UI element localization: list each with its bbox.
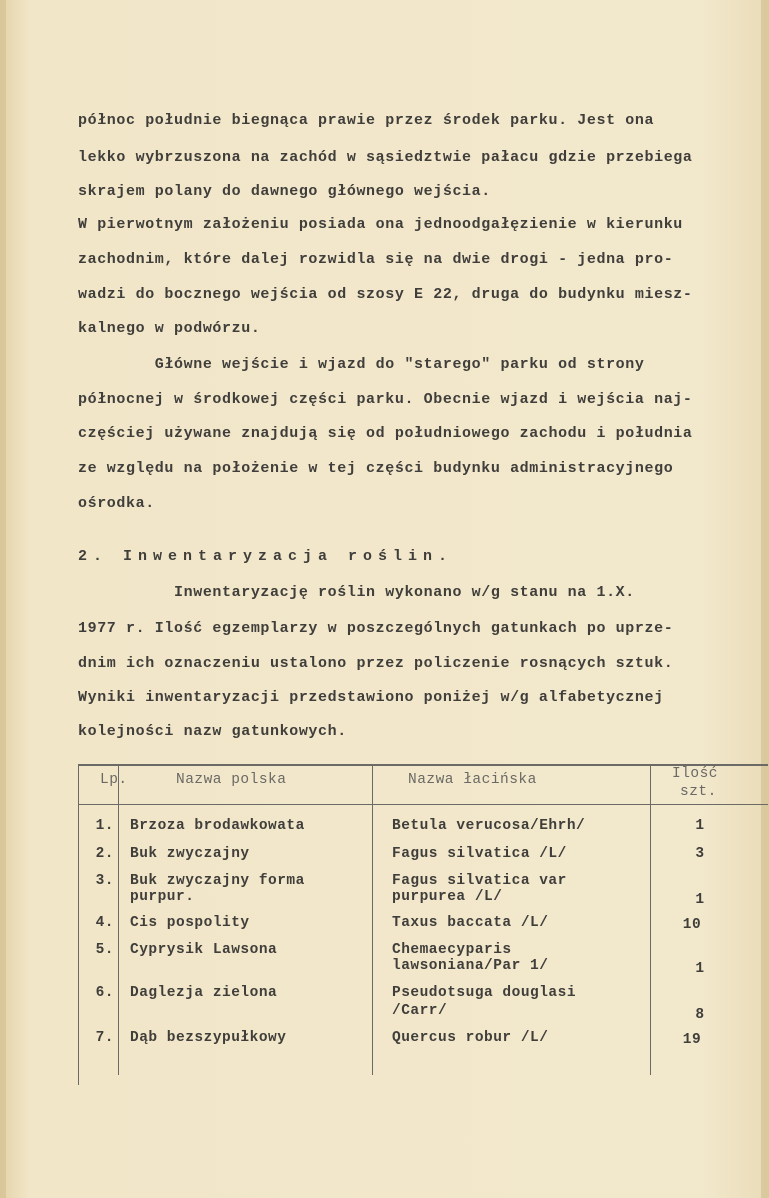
section-heading: 2. Inwentaryzacja roślin. [78,548,454,565]
row-lp: 5. [95,942,114,958]
text-line: częściej używane znajdują się od południowego zachodu i południa [78,425,693,442]
row-polish-name: Brzoza brodawkowata [130,818,305,834]
table-header-rule [78,804,768,805]
row-qty: 1 [695,818,705,834]
row-lp: 6. [95,985,114,1001]
row-lp: 4. [95,915,114,931]
table-col-rule [372,765,373,1075]
row-latin-name: Betula verucosa/Ehrh/ [392,818,586,834]
row-qty: 10 [682,917,702,933]
text-line: ośrodka. [78,495,155,512]
row-qty: 8 [695,1007,705,1023]
table-col-rule [650,765,651,1075]
paper-edge-right [761,0,769,1198]
row-lp: 2. [95,846,114,862]
table-top-rule [78,764,768,766]
row-latin-name: Chemaecyparis [392,942,512,958]
header-polish-name: Nazwa polska [176,772,287,788]
text-line: wadzi do bocznego wejścia od szosy E 22, druga do budynku miesz- [78,286,693,303]
text-line: W pierwotnym założeniu posiada ona jednoodgałęzienie w kierunku [78,216,683,233]
text-line: ze względu na położenie w tej części budynku administracyjnego [78,460,674,477]
header-latin-name: Nazwa łacińska [408,772,537,788]
text-line: lekko wybrzuszona na zachód w sąsiedztwie pałacu gdzie przebiega [78,149,693,166]
row-qty: 1 [695,892,705,908]
text-line: północ południe biegnąca prawie przez środek parku. Jest ona [78,112,655,129]
text-line: zachodnim, które dalej rozwidla się na dwie drogi - jedna pro- [78,251,674,268]
row-polish-name: Daglezja zielona [130,985,278,1001]
row-polish-name: Cis pospolity [130,915,250,931]
text-line: dnim ich oznaczeniu ustalono przez policzenie rosnących sztuk. [78,655,674,672]
row-lp: 1. [95,818,114,834]
text-line: 1977 r. Ilość egzemplarzy w poszczególnych gatunkach po uprze- [78,620,674,637]
text-line: północnej w środkowej części parku. Obecnie wjazd i wejścia naj- [78,391,693,408]
row-lp: 3. [95,873,114,889]
row-polish-name-cont: purpur. [130,889,195,905]
text-line: Główne wejście i wjazd do "starego" parku od strony [78,356,645,373]
row-qty: 1 [695,961,705,977]
header-qty-unit: szt. [680,784,717,800]
row-latin-name-cont: lawsoniana/Par 1/ [392,958,549,974]
table-left-rule [78,765,79,1085]
row-latin-name-cont: /Carr/ [392,1003,448,1019]
header-qty: Ilość [672,766,719,782]
row-latin-name: Pseudotsuga douglasi [392,985,577,1001]
header-lp: Lp. [100,772,128,788]
row-polish-name: Dąb bezszypułkowy [130,1030,287,1046]
row-polish-name: Cyprysik Lawsona [130,942,278,958]
paper-edge-left [0,0,6,1198]
row-polish-name: Buk zwyczajny forma [130,873,305,889]
text-line: Wyniki inwentaryzacji przedstawiono poniżej w/g alfabetycznej [78,689,664,706]
row-latin-name: Quercus robur /L/ [392,1030,549,1046]
row-latin-name-cont: purpurea /L/ [392,889,503,905]
row-polish-name: Buk zwyczajny [130,846,250,862]
row-latin-name: Fagus silvatica var [392,873,567,889]
text-line: kalnego w podwórzu. [78,320,261,337]
row-latin-name: Taxus baccata /L/ [392,915,549,931]
row-qty: 19 [682,1032,702,1048]
row-qty: 3 [695,846,705,862]
table-col-rule [118,765,119,1075]
row-latin-name: Fagus silvatica /L/ [392,846,567,862]
text-line: kolejności nazw gatunkowych. [78,723,347,740]
text-line: skrajem polany do dawnego głównego wejścia. [78,183,491,200]
row-lp: 7. [95,1030,114,1046]
text-line: Inwentaryzację roślin wykonano w/g stanu na 1.X. [78,584,635,601]
